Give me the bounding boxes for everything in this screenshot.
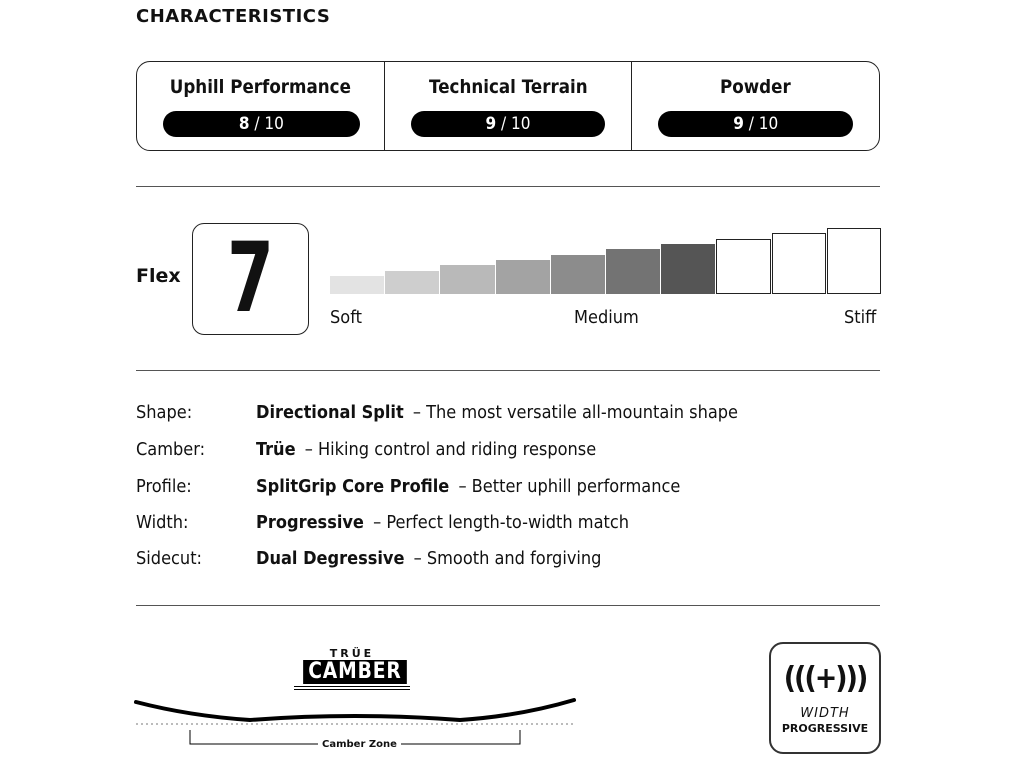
characteristic-score-pill xyxy=(163,111,360,137)
flex-value-box xyxy=(192,223,309,335)
flex-scale-segment xyxy=(827,228,881,294)
characteristic-powder xyxy=(631,62,879,150)
true-camber-logo xyxy=(294,648,410,692)
characteristic-max: / 10 xyxy=(748,114,779,134)
spec-key: Shape: xyxy=(136,402,193,423)
flex-soft-label: Soft xyxy=(330,307,362,328)
characteristic-label: Technical Terrain xyxy=(428,76,588,98)
characteristic-label: Uphill Performance xyxy=(169,76,351,98)
flex-scale-segment xyxy=(551,255,605,294)
width-badge-line2: PROGRESSIVE xyxy=(781,722,869,735)
board-profile-curve xyxy=(136,700,574,720)
characteristic-max: / 10 xyxy=(254,114,284,134)
spec-name: SplitGrip Core Profile xyxy=(256,476,450,497)
spec-name: Progressive xyxy=(256,512,364,533)
spec-key: Sidecut: xyxy=(136,548,203,569)
flex-scale-segment xyxy=(496,260,550,294)
characteristic-technical xyxy=(384,62,632,150)
flex-scale-segment xyxy=(385,271,439,294)
camber-logo-main: CAMBER xyxy=(303,660,407,684)
divider xyxy=(136,370,880,371)
characteristic-uphill xyxy=(137,62,384,150)
flex-scale-segment xyxy=(606,249,660,294)
flex-scale-segment xyxy=(330,276,384,294)
characteristic-score: 9 xyxy=(485,114,497,134)
flex-stiff-label: Stiff xyxy=(844,307,877,328)
camber-zone-label: Camber Zone xyxy=(318,739,401,750)
page-title: CHARACTERISTICS xyxy=(136,6,331,27)
spec-desc: – Hiking control and riding response xyxy=(304,439,597,460)
characteristic-score: 9 xyxy=(733,114,744,134)
spec-name: Dual Degressive xyxy=(256,548,405,569)
spec-key: Width: xyxy=(136,512,189,533)
flex-scale-segment xyxy=(716,239,770,294)
spec-desc: – Smooth and forgiving xyxy=(413,548,602,569)
characteristics-panel xyxy=(136,61,880,151)
divider xyxy=(136,605,880,606)
spec-name: Directional Split xyxy=(256,402,404,423)
flex-medium-label: Medium xyxy=(574,307,639,328)
spec-desc: – Perfect length-to-width match xyxy=(373,512,630,533)
characteristic-max: / 10 xyxy=(501,114,531,134)
spec-name: Trüe xyxy=(256,439,296,460)
width-plus-icon: (((+))) xyxy=(783,661,867,696)
characteristic-label: Powder xyxy=(720,76,792,98)
characteristic-score: 8 xyxy=(238,114,250,134)
flex-label: Flex xyxy=(136,265,181,287)
spec-key: Profile: xyxy=(136,476,192,497)
camber-logo-top: TRÜE xyxy=(329,647,375,660)
flex-scale-segment xyxy=(661,244,715,294)
width-badge-line1: WIDTH xyxy=(800,706,850,721)
divider xyxy=(136,186,880,187)
flex-scale-segment xyxy=(440,265,494,294)
characteristic-score-pill xyxy=(658,111,853,137)
width-progressive-badge xyxy=(769,642,881,754)
flex-scale xyxy=(330,228,882,294)
spec-key: Camber: xyxy=(136,439,206,460)
spec-desc: – The most versatile all-mountain shape xyxy=(412,402,739,423)
spec-desc: – Better uphill performance xyxy=(458,476,681,497)
flex-scale-segment xyxy=(772,233,826,294)
characteristic-score-pill xyxy=(411,111,606,137)
flex-value: 7 xyxy=(227,222,274,334)
